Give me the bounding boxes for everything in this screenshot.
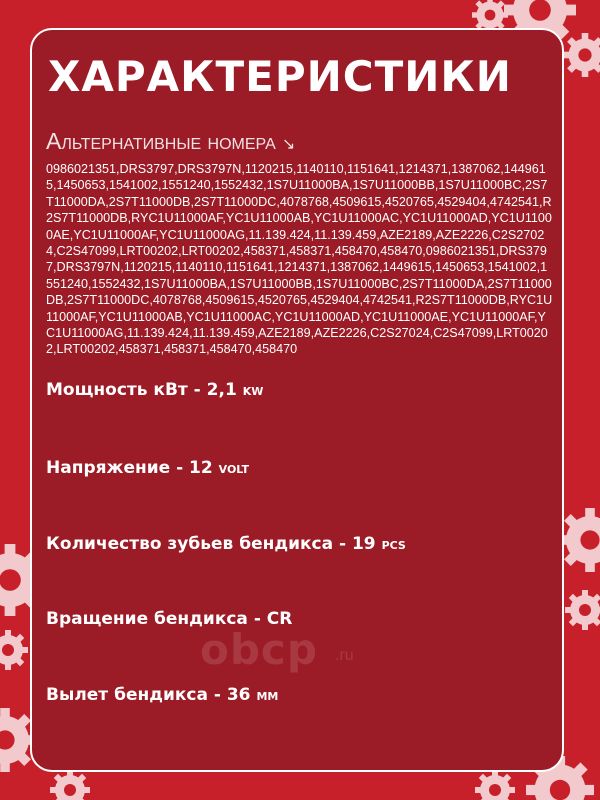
spec-offset-label: Вылет бендикса - 36 [46, 685, 251, 705]
spec-power-unit: kw [242, 380, 264, 399]
spec-voltage-unit: volt [218, 458, 250, 477]
alternative-numbers-label: Альтернативные номера [46, 128, 276, 154]
page-title: ХАРАКТЕРИСТИКИ [48, 52, 512, 101]
alternative-numbers-list: 0986021351,DRS3797,DRS3797N,1120215,1140110,1151641,1214371,1387062,1449615,1450653,1541002,1551240,1552432,1S7U11000BA,1S7U11000BB,1S7U11000BC,2S7T11000DA,2S7T11000DB,2S7T11000DC,4078768,4509615,4520765,4529404,4742541,R2S7T11000DB,RYC1U11000AF,YC1U11000AB,YC1U11000AC,YC1U11000AD,YC1U11000AE,YC1U11000AF,YC1U11000AG,11.139.424,11.139.459,AZE2189,AZE2226,C2S27024,C2S47099,LRT00202,LRT00202,458371,458371,458470,458470,0986021351,DRS3797,DRS3797N,1120215,1140110,1151641,1214371,1387062,1449615,1450653,1541002,1551240,1552432,1S7U11000BA,1S7U11000BB,1S7U11000BC,2S7T11000DA,2S7T11000DB,2S7T11000DC,4078768,4509615,4520765,4529404,4742541,R2S7T11000DB,RYC1U11000AF,YC1U11000AB,YC1U11000AC,YC1U11000AD,YC1U11000AE,YC1U11000AF,YC1U11000AG,11.139.424,11.139.459,AZE2189,AZE2226,C2S27024,C2S47099,LRT00202,LRT00202,458371,458371,458470,458470 [46, 162, 553, 357]
spec-offset-unit: мм [256, 685, 279, 704]
spec-voltage-label: Напряжение - 12 [46, 458, 213, 478]
arrow-down-right-icon: ↘ [281, 136, 296, 153]
spec-power [46, 380, 263, 400]
gear-icon [565, 590, 600, 630]
gear-icon [50, 770, 90, 800]
gear-icon [563, 33, 600, 77]
spec-teeth-unit: pcs [381, 534, 406, 553]
gear-icon [0, 630, 28, 670]
alternative-numbers-heading [46, 128, 295, 155]
gear-icon [475, 770, 515, 800]
spec-offset [46, 685, 278, 705]
spec-power-label: Мощность кВт - 2,1 [46, 380, 237, 400]
gear-icon [558, 508, 600, 572]
spec-voltage [46, 458, 249, 478]
spec-teeth [46, 534, 406, 554]
watermark-logo: obcp [200, 625, 318, 674]
spec-teeth-label: Количество зубьев бендикса - 19 [46, 534, 376, 554]
spec-rotation-label: Вращение бендикса - CR [46, 609, 293, 629]
watermark-suffix: .ru [335, 647, 354, 664]
